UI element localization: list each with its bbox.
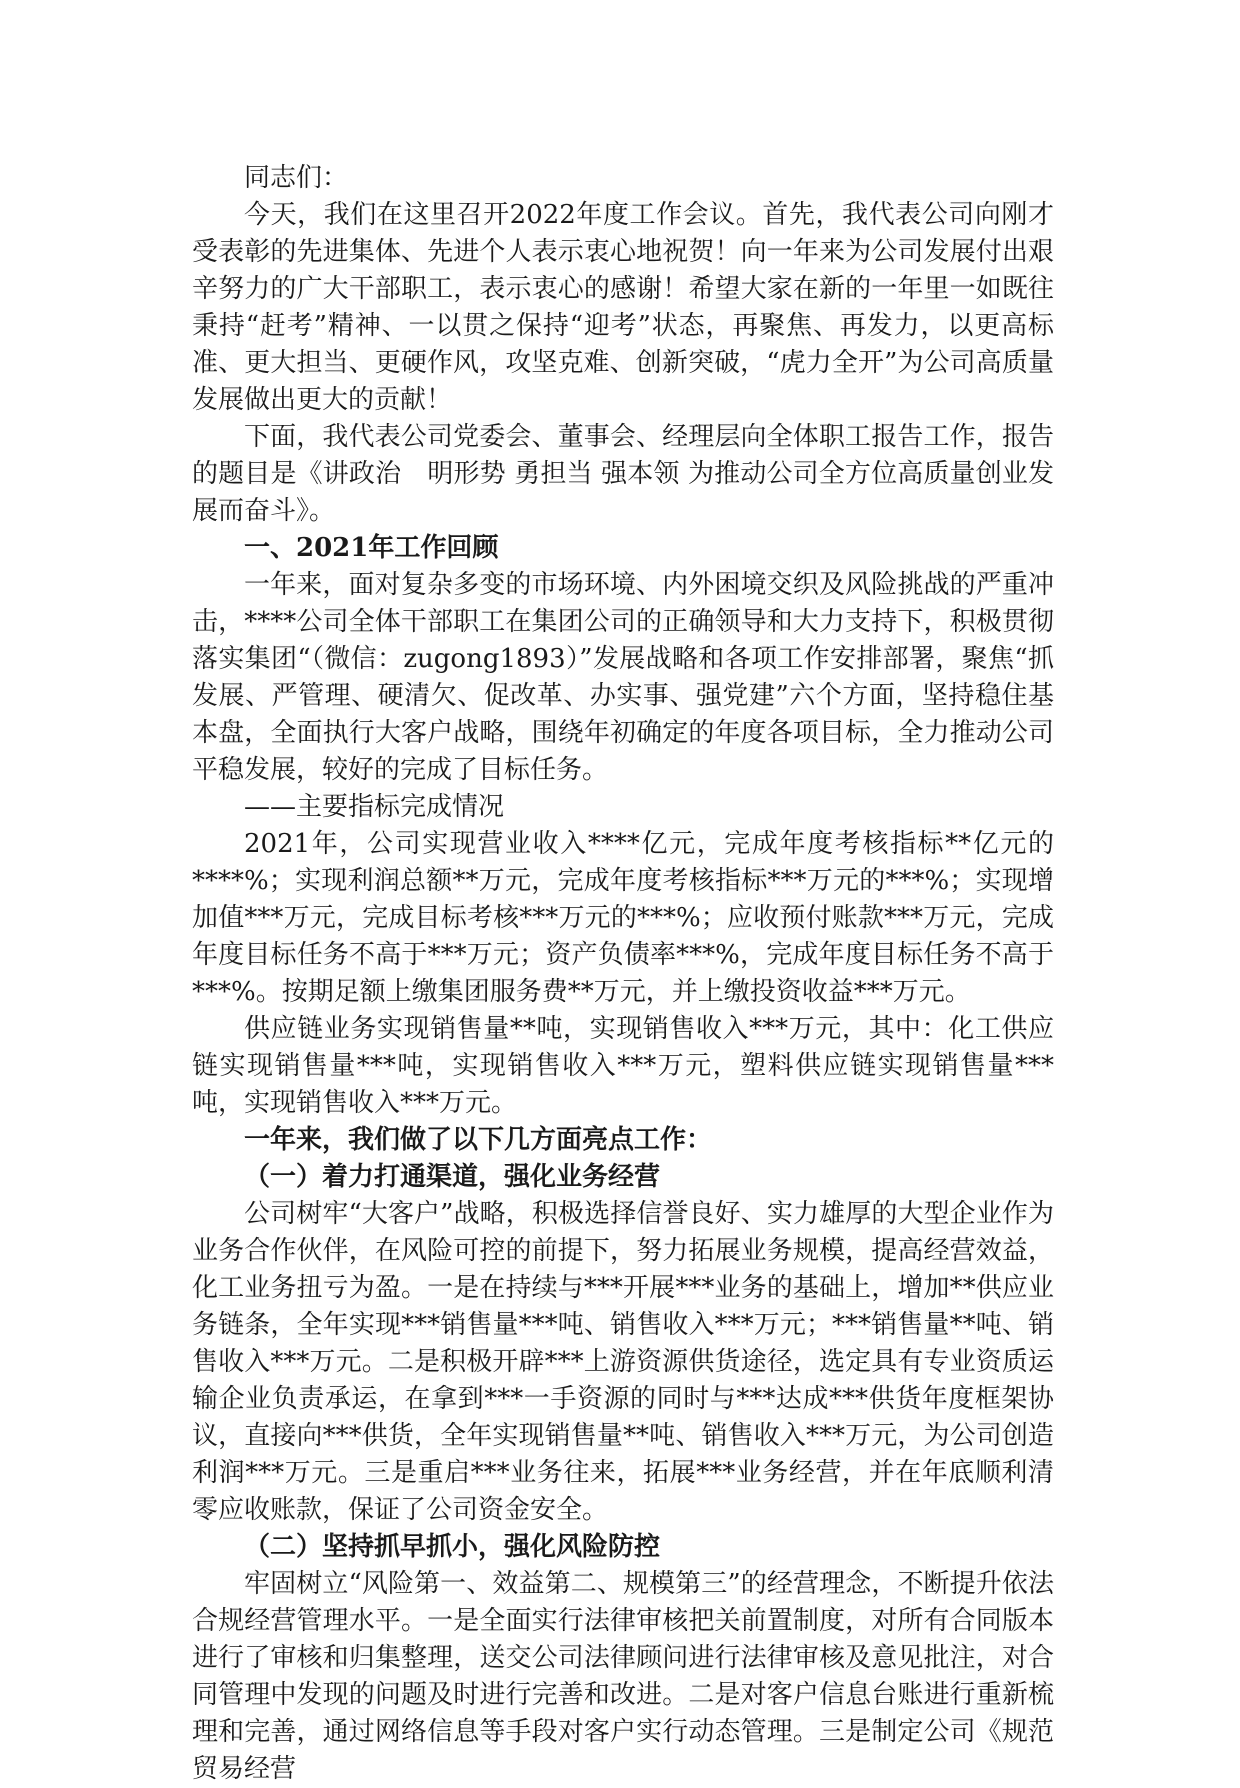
section-heading-review: 一、2021年工作回顾 <box>244 533 499 563</box>
review-paragraph: 一年来，面对复杂多变的市场环境、内外困境交织及风险挑战的严重冲击，****公司全体干部职工在集团公司的正确领导和大力支持下，积极贯彻落实集团“（微信：zugong1893）”发展战略和各项工作安排部署，聚焦“抓发展、严管理、硬清欠、促改革、办实事、强党建”六个方面，坚持稳住基本盘，全面执行大客户战略，围绕年初确定的年度各项目标，全力推动公司平稳发展，较好的完成了目标任务。 <box>192 570 1054 785</box>
greeting-paragraph: 同志们： <box>244 163 349 193</box>
subsection-heading-1: （一）着力打通渠道，强化业务经营 <box>244 1162 661 1192</box>
document-page <box>192 160 1054 1788</box>
indicators-paragraph: 2021年，公司实现营业收入****亿元，完成年度考核指标**亿元的****%；实现利润总额**万元，完成年度考核指标***万元的***%；实现增加值***万元，完成目标考核***万元的***%；应收预付账款***万元，完成年度目标任务不高于***万元；资产负债率***%，完成年度目标任务不高于***%。按期足额上缴集团服务费**万元，并上缴投资收益***万元。 <box>192 829 1054 1007</box>
business-paragraph: 公司树牢“大客户”战略，积极选择信誉良好、实力雄厚的大型企业作为业务合作伙伴，在风险可控的前提下，努力拓展业务规模，提高经营效益，化工业务扭亏为盈。一是在持续与***开展***业务的基础上，增加**供应业务链条，全年实现***销售量***吨、销售收入***万元；***销售量**吨、销售收入***万元。二是积极开辟***上游资源供货途径，选定具有专业资质运输企业负责承运，在拿到***一手资源的同时与***达成***供货年度框架协议，直接向***供货，全年实现销售量**吨、销售收入***万元，为公司创造利润***万元。三是重启***业务往来，拓展***业务经营，并在年底顺利清零应收账款，保证了公司资金安全。 <box>192 1199 1054 1525</box>
report-title-paragraph: 下面，我代表公司党委会、董事会、经理层向全体职工报告工作，报告的题目是《讲政治 明形势 勇担当 强本领 为推动公司全方位高质量创业发展而奋斗》。 <box>192 422 1054 526</box>
supply-chain-paragraph: 供应链业务实现销售量**吨，实现销售收入***万元，其中：化工供应链实现销售量***吨，实现销售收入***万元，塑料供应链实现销售量***吨，实现销售收入***万元。 <box>192 1014 1054 1118</box>
risk-control-paragraph: 牢固树立“风险第一、效益第二、规模第三”的经营理念，不断提升依法合规经营管理水平。一是全面实行法律审核把关前置制度，对所有合同版本进行了审核和归集整理，送交公司法律顾问进行法律审核及意见批注，对合同管理中发现的问题及时进行完善和改进。二是对客户信息台账进行重新梳理和完善，通过网络信息等手段对客户实行动态管理。三是制定公司《规范贸易经营 <box>192 1569 1054 1784</box>
indicators-subheading: ——主要指标完成情况 <box>244 792 505 822</box>
opening-paragraph: 今天，我们在这里召开2022年度工作会议。首先，我代表公司向刚才受表彰的先进集体、先进个人表示衷心地祝贺！向一年来为公司发展付出艰辛努力的广大干部职工，表示衷心的感谢！希望大家在新的一年里一如既往秉持“赶考”精神、一以贯之保持“迎考”状态，再聚焦、再发力，以更高标准、更大担当、更硬作风，攻坚克难、创新突破，“虎力全开”为公司高质量发展做出更大的贡献！ <box>192 200 1054 415</box>
subsection-heading-2: （二）坚持抓早抓小，强化风险防控 <box>244 1532 661 1562</box>
highlights-heading: 一年来，我们做了以下几方面亮点工作： <box>244 1125 713 1155</box>
